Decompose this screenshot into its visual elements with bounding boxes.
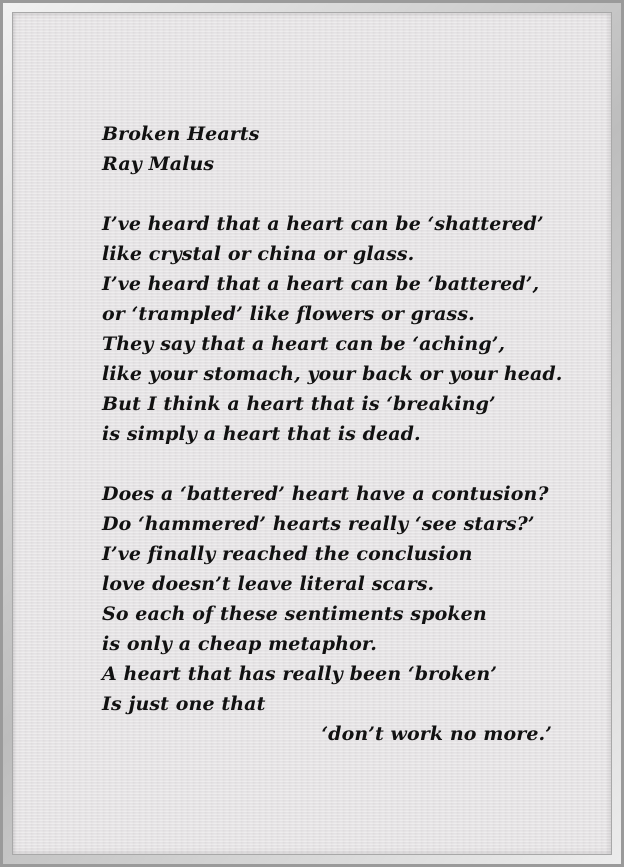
poem-line: love doesn’t leave literal scars. (102, 573, 435, 595)
poem-line: is simply a heart that is dead. (102, 423, 421, 445)
stanza-gap (102, 179, 582, 209)
stanza-1 (102, 209, 582, 449)
poem-line: Does a ‘battered’ heart have a contusion? (102, 483, 549, 505)
poem-line: But I think a heart that is ‘breaking’ (102, 393, 496, 415)
poem-line: Is just one that (102, 693, 266, 715)
stanza-gap (102, 449, 582, 479)
stanza-2 (102, 479, 582, 719)
poem-line: They say that a heart can be ‘aching’, (102, 333, 506, 355)
poem-line: like crystal or china or glass. (102, 243, 415, 265)
poem-line: So each of these sentiments spoken (102, 603, 487, 625)
poem-line: Do ‘hammered’ hearts really ‘see stars?’ (102, 513, 535, 535)
poem-line: is only a cheap metaphor. (102, 633, 377, 655)
poem-line: I’ve finally reached the conclusion (102, 543, 473, 565)
poem (102, 119, 582, 749)
poem-line: I’ve heard that a heart can be ‘shattered’ (102, 213, 544, 235)
poem-author: Ray Malus (102, 153, 215, 175)
poem-line: or ‘trampled’ like flowers or grass. (102, 303, 475, 325)
poem-line: I’ve heard that a heart can be ‘battered’, (102, 273, 540, 295)
paper-sheet (12, 12, 612, 855)
poem-line: like your stomach, your back or your head. (102, 363, 563, 385)
poem-line: A heart that has really been ‘broken’ (102, 663, 498, 685)
poem-title: Broken Hearts (102, 123, 260, 145)
poem-closing-line: ‘don’t work no more.’ (321, 723, 552, 745)
